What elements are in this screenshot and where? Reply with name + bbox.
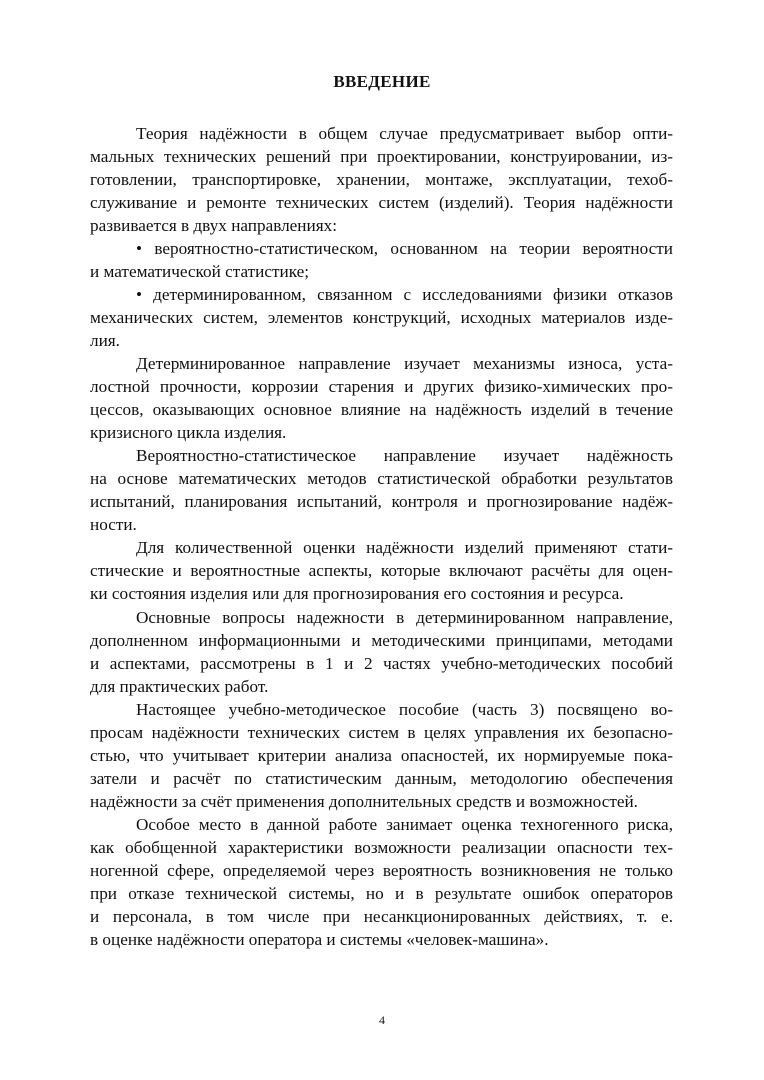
bullet-line: • вероятностно-статистическом, основанном на теории вероятности: [136, 239, 673, 258]
text-line: цессов, оказывающих основное влияние на надёжность изделий в течение: [90, 400, 673, 419]
bullet-line: • детерминированном, связанном с исследованиями физики отказов: [136, 285, 673, 304]
text-line: просам надёжности технических систем в целях управления их безопасно-: [90, 723, 673, 742]
text-line: испытаний, планирования испытаний, контроля и прогнозирование надёж-: [90, 492, 673, 511]
text-line: развивается в двух направлениях:: [90, 216, 337, 235]
text-line: дополненном информационными и методическими принципами, методами: [90, 631, 673, 650]
text-line: лостной прочности, коррозии старения и других физико-химических про-: [90, 377, 673, 396]
page-number: 4: [379, 1013, 385, 1027]
text-line: Для количественной оценки надёжности изделий применяют стати-: [136, 538, 673, 557]
text-line: Настоящее учебно-методическое пособие (часть 3) посвящено во-: [136, 700, 673, 719]
text-line: при отказе технической системы, но и в результате ошибок операторов: [90, 884, 673, 903]
text-line: затели и расчёт по статистическим данным, методологию обеспечения: [90, 769, 673, 788]
text-line: стью, что учитывает критерии анализа опасностей, их нормируемые пока-: [90, 746, 673, 765]
text-line: стические и вероятностные аспекты, которые включают расчёты для оцен-: [90, 561, 673, 580]
text-line: лия.: [90, 331, 120, 350]
text-line: на основе математических методов статистической обработки результатов: [90, 469, 673, 488]
text-line: кризисного цикла изделия.: [90, 423, 287, 442]
text-line: ки состояния изделия или для прогнозирования его состояния и ресурса.: [90, 584, 624, 603]
text-line: ности.: [90, 515, 137, 534]
text-line: механических систем, элементов конструкций, исходных материалов изде-: [90, 308, 673, 327]
text-line: и аспектами, рассмотрены в 1 и 2 частях учебно-методических пособий: [90, 654, 673, 673]
text-line: и персонала, в том числе при несанкционированных действиях, т. е.: [90, 907, 673, 926]
text-line: как обобщенной характеристики возможности реализации опасности тех-: [90, 838, 673, 857]
text-line: мальных технических решений при проектировании, конструировании, из-: [90, 147, 673, 166]
text-line: Особое место в данной работе занимает оценка техногенного риска,: [136, 815, 673, 834]
page-title: ВВЕДЕНИЕ: [333, 72, 431, 91]
text-line: Основные вопросы надежности в детерминированном направление,: [136, 608, 673, 627]
text-line: в оценке надёжности оператора и системы «человек-машина».: [90, 930, 549, 949]
text-line: Детерминированное направление изучает механизмы износа, уста-: [136, 354, 673, 373]
text-line: ногенной сфере, определяемой через вероятность возникновения не только: [90, 861, 673, 880]
text-line: служивание и ремонте технических систем (изделий). Теория надёжности: [90, 193, 673, 212]
text-line: для практических работ.: [90, 677, 269, 696]
text-line: и математической статистике;: [90, 262, 310, 281]
text-line: Теория надёжности в общем случае предусматривает выбор опти-: [136, 124, 673, 143]
text-line: Вероятностно-статистическое направление изучает надёжность: [136, 446, 673, 465]
text-line: готовлении, транспортировке, хранении, монтаже, эксплуатации, техоб-: [90, 170, 673, 189]
text-line: надёжности за счёт применения дополнительных средств и возможностей.: [90, 792, 638, 811]
